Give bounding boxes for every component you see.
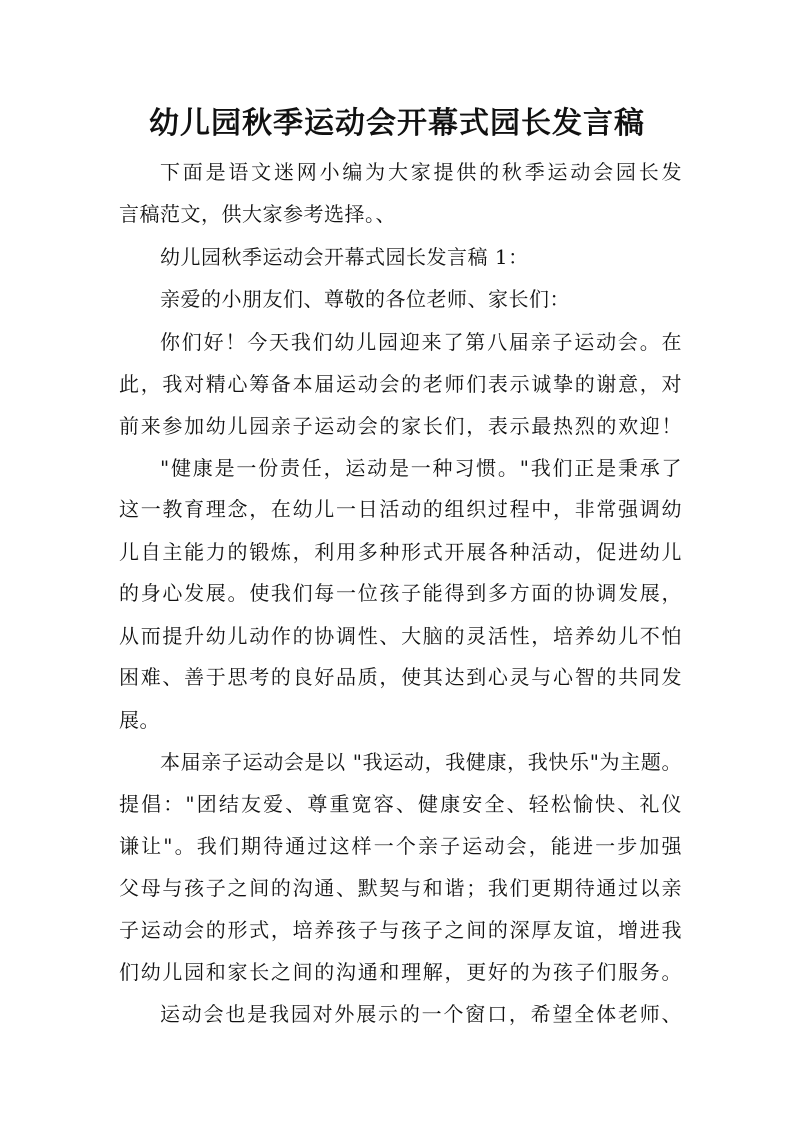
- paragraph-line: 谦让"。我们期待通过这样一个亲子运动会，能进一步加强: [119, 834, 682, 858]
- paragraph-line: 运动会也是我园对外展示的一个窗口，希望全体老师、: [160, 1002, 682, 1026]
- paragraph-line: 儿自主能力的锻炼，利用多种形式开展各种活动，促进幼儿: [119, 540, 682, 564]
- document-title: 幼儿园秋季运动会开幕式园长发言稿: [149, 106, 645, 141]
- paragraph-line: 幼儿园秋季运动会开幕式园长发言稿 1：: [160, 245, 529, 269]
- paragraph-line: "健康是一份责任，运动是一种习惯。"我们正是秉承了: [160, 456, 682, 480]
- paragraph-line: 下面是语文迷网小编为大家提供的秋季运动会园长发: [160, 160, 682, 184]
- paragraph-line: 此，我对精心筹备本届运动会的老师们表示诚挚的谢意，对: [119, 372, 682, 396]
- paragraph-line: 困难、善于思考的良好品质，使其达到心灵与心智的共同发: [119, 665, 682, 689]
- paragraph-line: 父母与孩子之间的沟通、默契与和谐；我们更期待通过以亲: [119, 876, 682, 900]
- paragraph-line: 展。: [119, 708, 160, 732]
- paragraph-line: 前来参加幼儿园亲子运动会的家长们，表示最热烈的欢迎！: [119, 414, 682, 438]
- paragraph-line: 你们好！今天我们幼儿园迎来了第八届亲子运动会。在: [160, 330, 682, 354]
- paragraph-line: 亲爱的小朋友们、尊敬的各位老师、家长们：: [160, 287, 570, 311]
- paragraph-line: 提倡："团结友爱、尊重宽容、健康安全、轻松愉快、礼仪: [119, 792, 682, 816]
- paragraph-line: 言稿范文，供大家参考选择。、: [119, 202, 396, 226]
- paragraph-line: 的身心发展。使我们每一位孩子能得到多方面的协调发展，: [119, 581, 682, 605]
- paragraph-line: 本届亲子运动会是以 "我运动，我健康，我快乐"为主题。: [160, 750, 682, 774]
- paragraph-line: 这一教育理念，在幼儿一日活动的组织过程中，非常强调幼: [119, 497, 682, 521]
- paragraph-line: 子运动会的形式，培养孩子与孩子之间的深厚友谊，增进我: [119, 918, 682, 942]
- paragraph-line: 从而提升幼儿动作的协调性、大脑的灵活性，培养幼儿不怕: [119, 624, 682, 648]
- paragraph-line: 们幼儿园和家长之间的沟通和理解，更好的为孩子们服务。: [119, 960, 682, 984]
